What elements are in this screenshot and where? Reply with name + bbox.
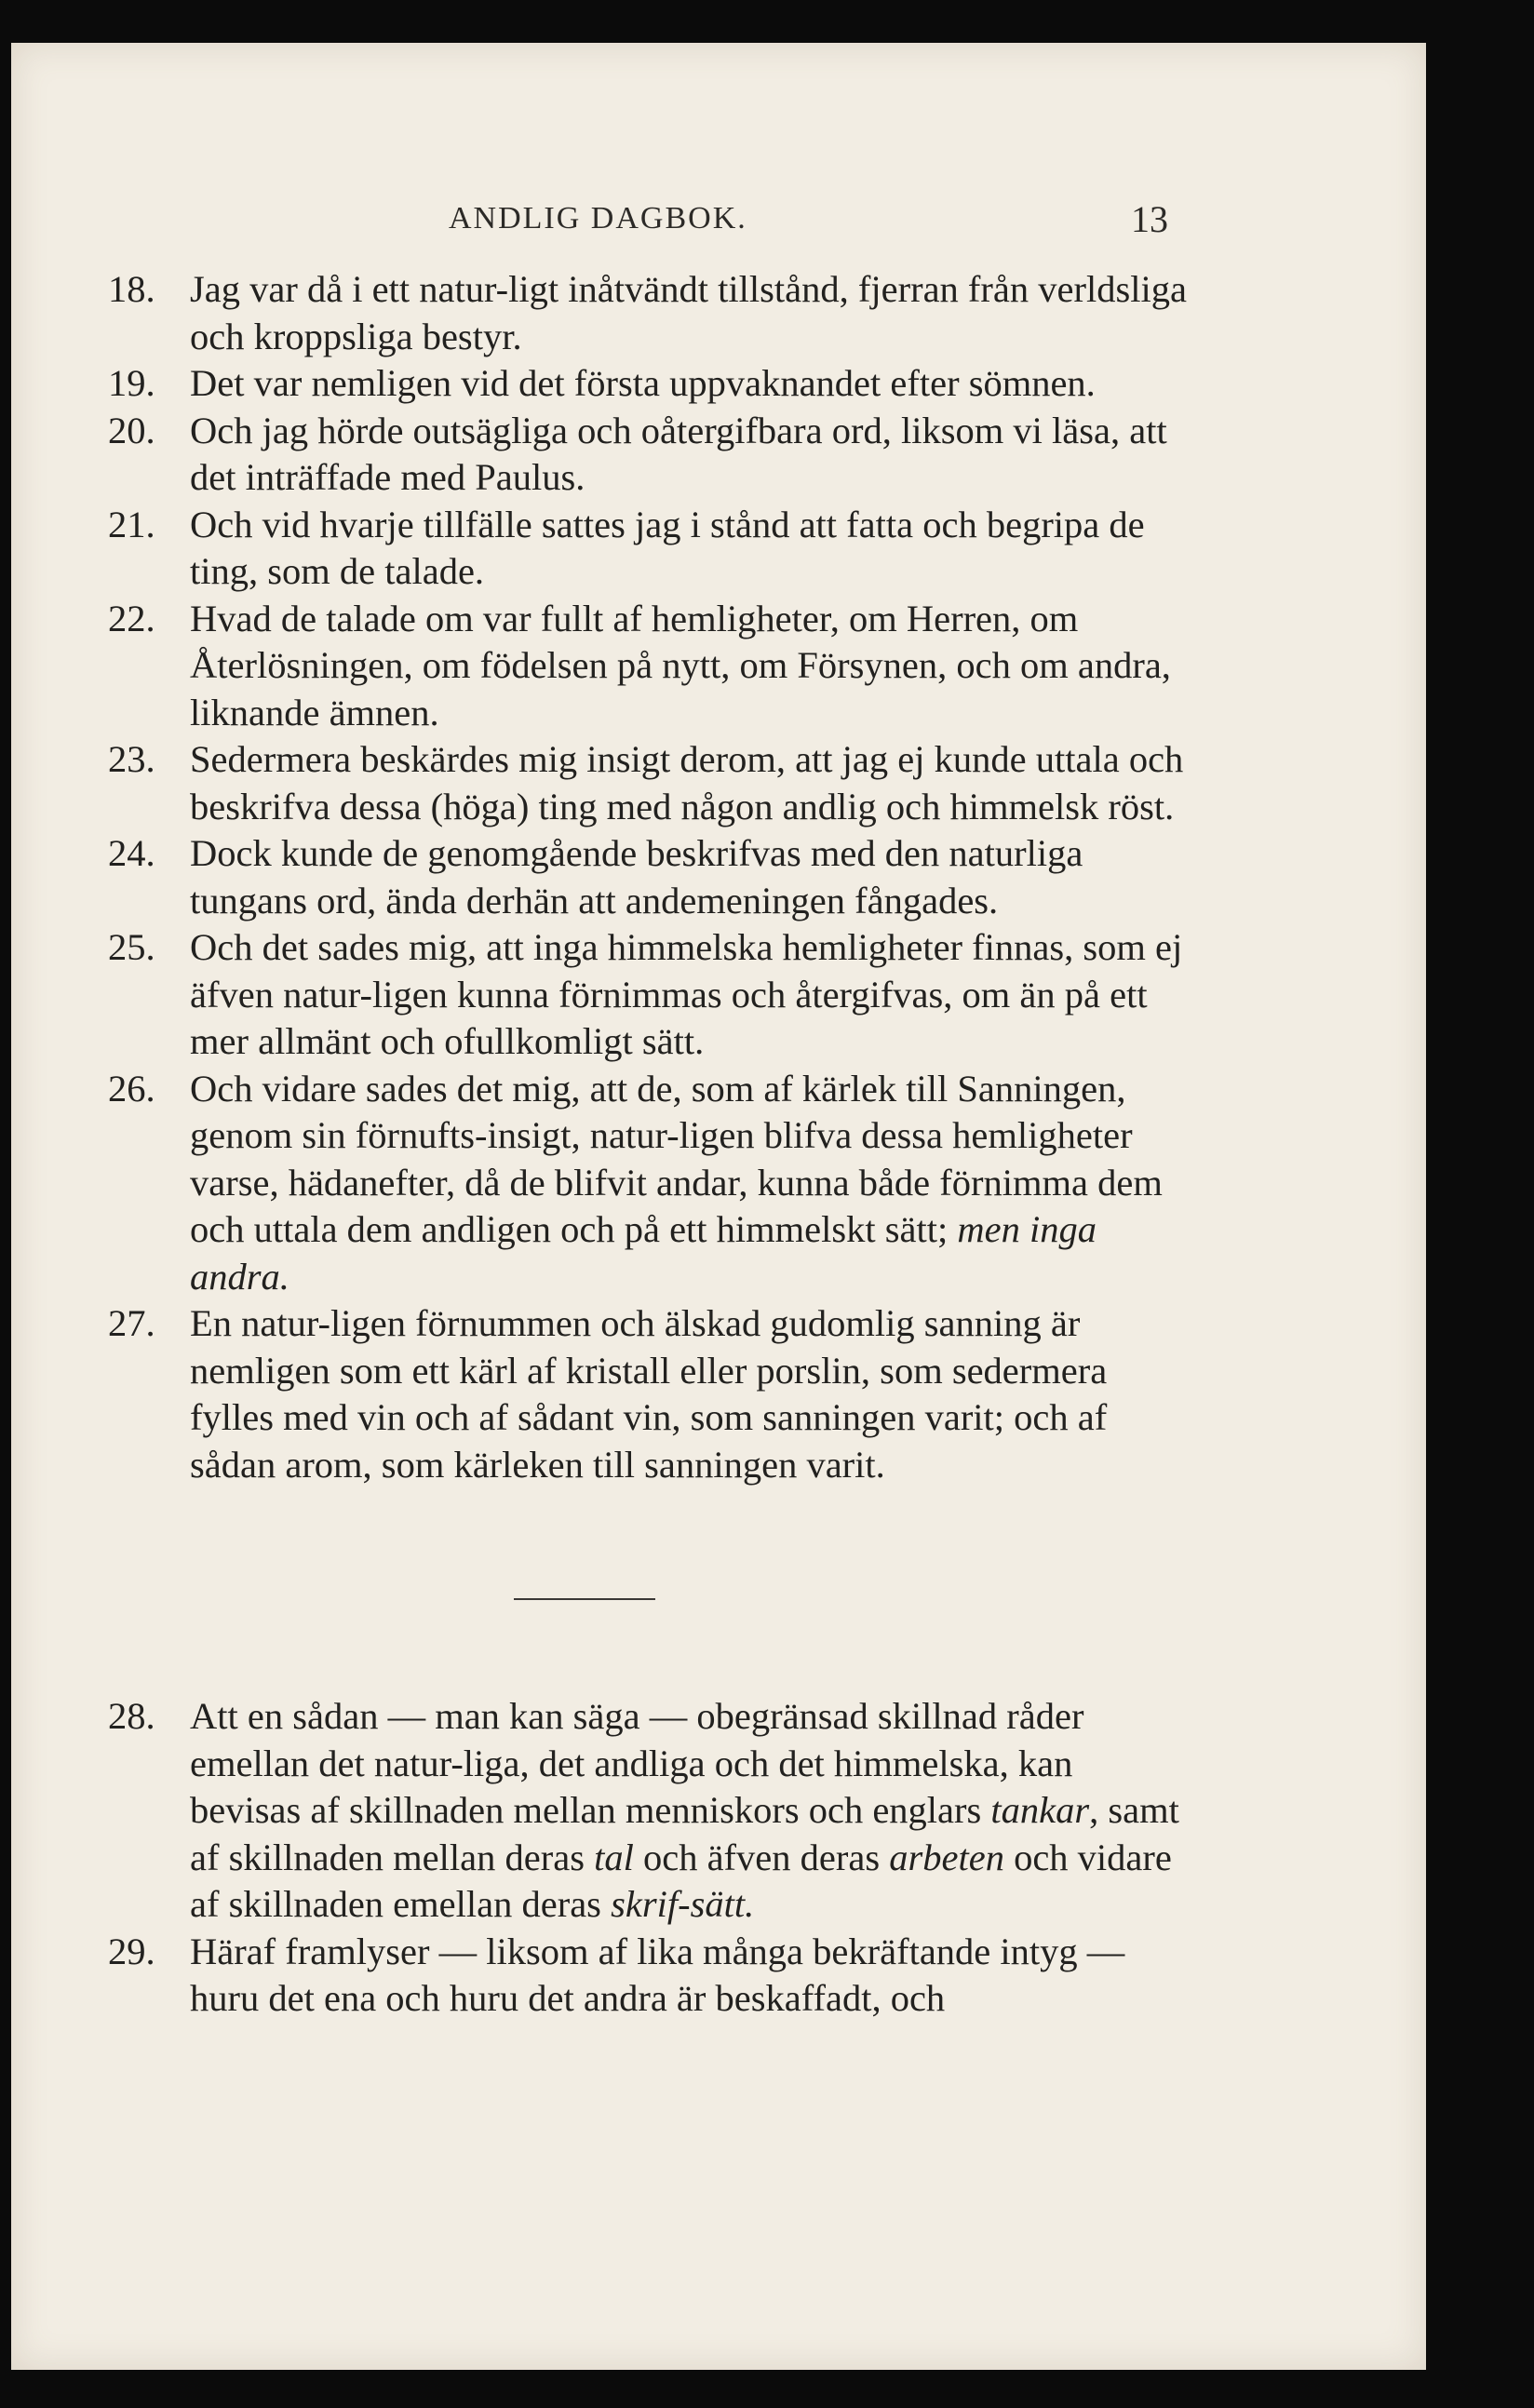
paragraph-text: En natur-ligen förnummen och älskad gudomlig sanning är nemligen som ett kärl af kristall eller porslin, som sedermera fylles med vin och af sådant vin, som sanningen varit; och af sådan arom, som kärleken till sanningen varit. — [190, 1302, 1108, 1486]
running-title: ANDLIG DAGBOK. — [449, 201, 747, 235]
paragraph-text: Och det sades mig, att inga himmelska hemligheter finnas, som ej äfven natur-ligen kunna förnimmas och återgifvas, om än på ett mer allmänt och ofullkomligt sätt. — [190, 926, 1183, 1062]
numbered-paragraphs-continued — [108, 1693, 1191, 2023]
paragraph — [108, 924, 1191, 1066]
paragraph — [108, 1929, 1191, 2023]
paragraph-text: Att en sådan — man kan säga — obegränsad skillnad råder emellan det natur-liga, det andliga och det himmelska, kan bevisas af skillnaden mellan menniskors och englars — [190, 1695, 1084, 1831]
paragraph-number: 18. — [108, 268, 155, 310]
section-divider — [514, 1598, 655, 1600]
italic-text: arbeten — [889, 1836, 1004, 1878]
paragraph-number: 29. — [108, 1930, 155, 1972]
paragraph — [108, 266, 1191, 360]
paragraph-text: Jag var då i ett natur-ligt inåtvändt tillstånd, fjerran från verldsliga och kroppsliga bestyr. — [190, 268, 1187, 357]
paragraph-number: 28. — [108, 1695, 155, 1737]
paragraph-text: Och jag hörde outsägliga och oåtergifbara ord, liksom vi läsa, att det inträffade med Paulus. — [190, 409, 1167, 498]
paragraph-text: och äfven deras — [633, 1836, 890, 1878]
book-page — [11, 43, 1426, 2370]
paragraph — [108, 360, 1191, 408]
paragraph-text: Dock kunde de genomgående beskrifvas med den naturliga tungans ord, ända derhän att andemeningen fångades. — [190, 832, 1083, 921]
italic-text: tal — [594, 1836, 634, 1878]
paragraph — [108, 1300, 1191, 1488]
paragraph-number: 25. — [108, 926, 155, 968]
paragraph-number: 22. — [108, 597, 155, 639]
italic-text: men inga andra. — [190, 1208, 1097, 1298]
paragraph-text: Sedermera beskärdes mig insigt derom, att jag ej kunde uttala och beskrifva dessa (höga) ting med någon andlig och himmelsk röst. — [190, 738, 1184, 827]
page-header — [11, 164, 1426, 238]
paragraph — [108, 1066, 1191, 1301]
paragraph-number: 26. — [108, 1067, 155, 1110]
paragraph — [108, 502, 1191, 596]
paragraph-number: 23. — [108, 738, 155, 780]
numbered-paragraphs — [108, 266, 1191, 1488]
body-text — [108, 266, 1191, 2023]
page-number: 13 — [1131, 198, 1168, 240]
paragraph-text: Häraf framlyser — liksom af lika många bekräftande intyg — huru det ena och huru det andra är beskaffadt, och — [190, 1930, 1125, 2019]
paragraph-number: 21. — [108, 503, 155, 545]
paragraph-text: Och vidare sades det mig, att de, som af kärlek till Sanningen, genom sin förnufts-insigt, natur-ligen blifva dessa hemligheter varse, hädanefter, då de blifvit andar, kunna både förnimma dem och uttala dem andligen och på ett himmelskt sätt; — [190, 1067, 1163, 1250]
paragraph-text: och vidare af skillnaden emellan deras — [190, 1836, 1172, 1925]
paragraph-number: 27. — [108, 1302, 155, 1344]
paragraph — [108, 830, 1191, 924]
paragraph-text: , samt af skillnaden mellan deras — [190, 1789, 1179, 1878]
paragraph-number: 24. — [108, 832, 155, 874]
paragraph — [108, 1693, 1191, 1929]
italic-text: tankar — [990, 1789, 1090, 1831]
paragraph-number: 19. — [108, 362, 155, 404]
paragraph-number: 20. — [108, 409, 155, 451]
paragraph — [108, 736, 1191, 830]
paragraph-text: Det var nemligen vid det första uppvaknandet efter sömnen. — [190, 362, 1096, 404]
paragraph — [108, 408, 1191, 502]
italic-text: skrif-sätt. — [611, 1883, 755, 1925]
paragraph-text: Och vid hvarje tillfälle sattes jag i stånd att fatta och begripa de ting, som de talade. — [190, 503, 1145, 592]
paragraph-text: Hvad de talade om var fullt af hemligheter, om Herren, om Återlösningen, om födelsen på nytt, om Försynen, och om andra, liknande ämnen. — [190, 597, 1171, 733]
paragraph — [108, 596, 1191, 737]
